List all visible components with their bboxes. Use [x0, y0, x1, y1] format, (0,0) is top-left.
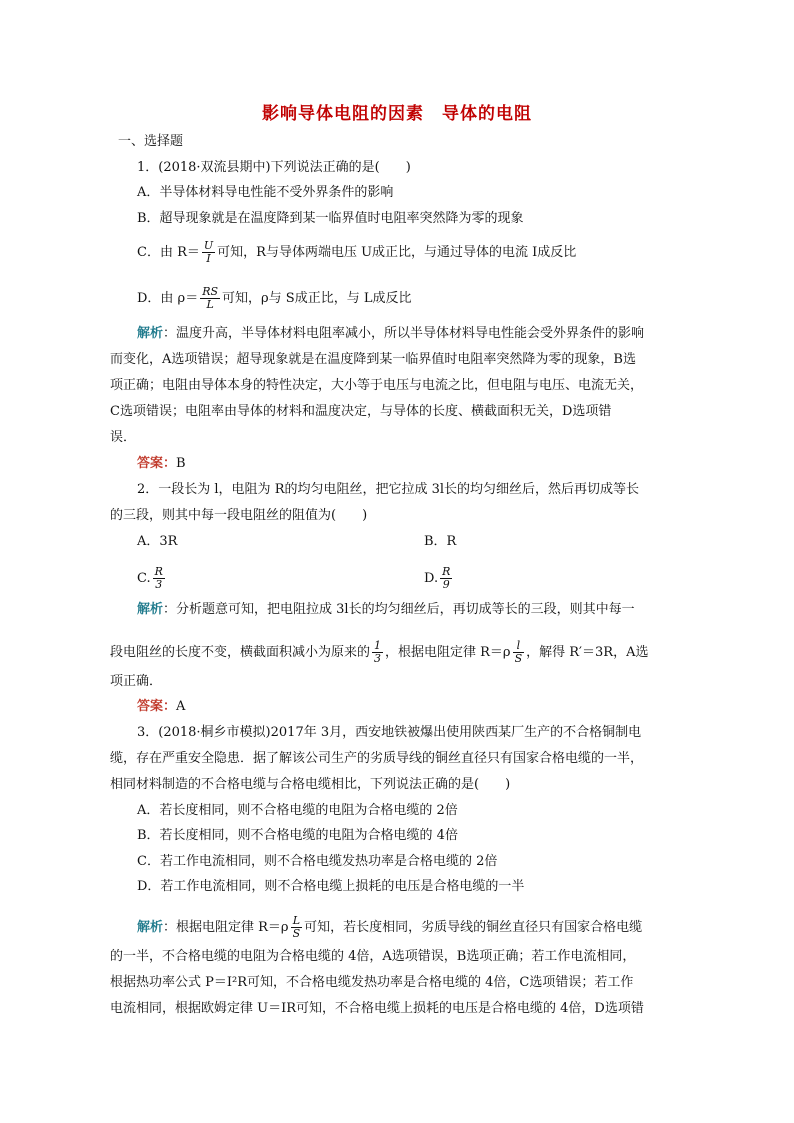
fraction: $\frac{l}{S}$: [514, 639, 523, 665]
q3-analysis-line: 电流相同，根据欧姆定律 U＝IR可知，不合格电缆上损耗的电压是合格电缆的 4倍，D选项错: [110, 1001, 644, 1016]
q1-analysis-line: C选项错误；电阻率由导体的材料和温度决定，与导体的长度、横截面积无关，D选项错: [110, 404, 612, 419]
fraction: $\frac{L}{S}$: [292, 914, 301, 940]
q2-analysis: 解析：分析题意可知，把电阻拉成 3l长的均匀细丝后，再切成等长的三段，则其中每一: [137, 602, 635, 617]
q1-option-c: C．由 R＝ $\frac{U}{I}$ 可知，R与导体两端电压 U成正比，与通过导体的电流 I成反比: [137, 239, 577, 265]
q2-option-c: C. $\frac{R}{3}$: [137, 565, 163, 591]
q3-option-d: D．若工作电流相同，则不合格电缆上损耗的电压是合格电缆的一半: [137, 879, 525, 894]
q2-stem-line: 的三段，则其中每一段电阻丝的阻值为( ): [110, 508, 368, 523]
fraction: $\frac{RS}{L}$: [202, 285, 219, 311]
q2-stem: 2．一段长为 l，电阻为 R的均匀电阻丝，把它拉成 3l长的均匀细丝后，然后再切成等长: [137, 482, 640, 497]
q2-analysis-line: 段电阻丝的长度不变，横截面积减小为原来的 $\frac{1}{3}$ ，根据电阻定律 R＝ρ $\frac{l}{S}$ ，解得 R′＝3R，A选: [110, 639, 649, 665]
fraction: $\frac{U}{I}$: [203, 239, 214, 265]
q1-stem: 1．(2018·双流县期中)下列说法正确的是( ): [137, 160, 411, 175]
q3-analysis-line: 根据热功率公式 P＝I²R可知，不合格电缆发热功率是合格电缆的 4倍，C选项错误；若工作: [110, 975, 634, 990]
q2-answer: 答案：A: [137, 699, 186, 714]
q2-option-a: A．3R: [137, 534, 178, 549]
q1-option-d: D．由 ρ＝ $\frac{RS}{L}$ 可知，ρ与 S成正比，与 L成反比: [137, 285, 412, 311]
q1-analysis-line: 而变化，A选项错误；超导现象就是在温度降到某一临界值时电阻率突然降为零的现象，B选: [110, 352, 636, 367]
q1-analysis-line: 误．: [110, 430, 137, 445]
fraction: $\frac{R}{3}$: [154, 565, 163, 591]
analysis-label: 解析: [137, 326, 164, 341]
q1-analysis: 解析：温度升高，半导体材料电阻率减小，所以半导体材料导电性能会受外界条件的影响: [137, 326, 645, 341]
q3-analysis-line: 的一半，不合格电缆的电阻为合格电缆的 4倍，A选项错误，B选项正确；若工作电流相同，: [110, 949, 636, 964]
q3-stem: 3．(2018·桐乡市模拟)2017年 3月，西安地铁被爆出使用陕西某厂生产的不合格铜制电: [137, 725, 642, 740]
q1-option-b: B．超导现象就是在温度降到某一临界值时电阻率突然降为零的现象: [137, 211, 524, 226]
q2-option-d: D. $\frac{R}{9}$: [424, 565, 451, 591]
fraction: $\frac{R}{9}$: [442, 565, 451, 591]
q2-option-b: B．R: [424, 534, 457, 549]
q1-analysis-line: 项正确；电阻由导体本身的特性决定，大小等于电压与电流之比，但电阻与电压、电流无关，: [110, 378, 644, 393]
q1-option-a: A．半导体材料导电性能不受外界条件的影响: [137, 185, 394, 200]
q3-option-a: A．若长度相同，则不合格电缆的电阻为合格电缆的 2倍: [137, 803, 458, 818]
q3-stem-line: 缆，存在严重安全隐患．据了解该公司生产的劣质导线的铜丝直径只有国家合格电缆的一半，: [110, 751, 644, 766]
q3-option-c: C．若工作电流相同，则不合格电缆发热功率是合格电缆的 2倍: [137, 854, 498, 869]
q1-answer: 答案：B: [137, 456, 186, 471]
section-heading: 一、选择题: [118, 134, 184, 149]
q3-stem-line: 相同材料制造的不合格电缆与合格电缆相比，下列说法正确的是( ): [110, 777, 511, 792]
q2-analysis-line: 项正确．: [110, 674, 163, 689]
q3-option-b: B．若长度相同，则不合格电缆的电阻为合格电缆的 4倍: [137, 828, 458, 843]
fraction: $\frac{1}{3}$: [374, 639, 382, 665]
q3-analysis: 解析：根据电阻定律 R＝ρ $\frac{L}{S}$ 可知，若长度相同，劣质导线的铜丝直径只有国家合格电缆: [137, 914, 643, 940]
page-title: 影响导体电阻的因素 导体的电阻: [262, 104, 532, 124]
